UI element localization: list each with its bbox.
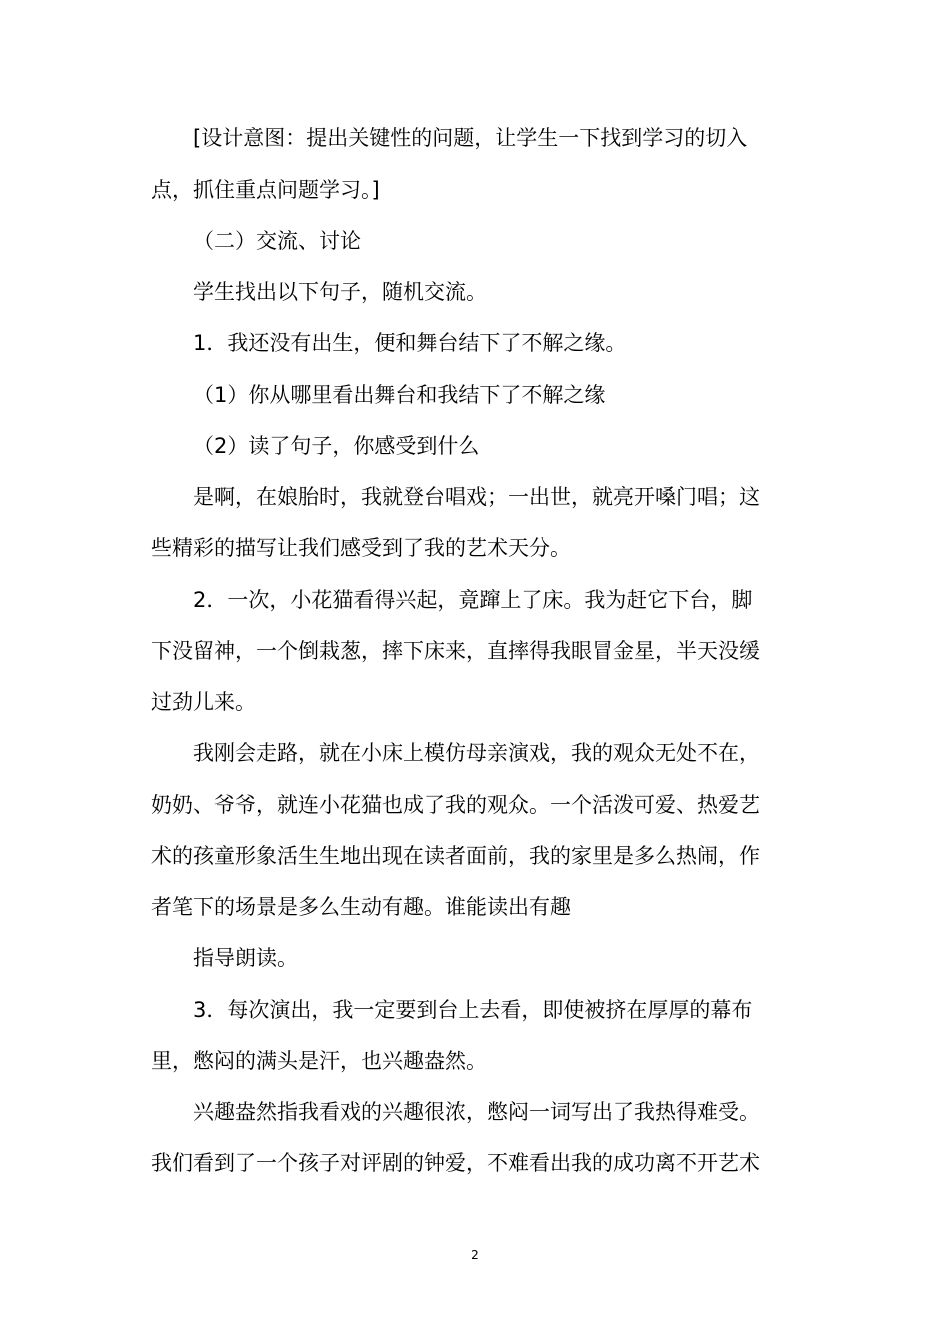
section-heading: （二）交流、讨论 [193, 229, 361, 253]
numbered-sentence-3: 3．每次演出，我一定要到台上去看，即使被挤在厚厚的幕布 [193, 998, 753, 1022]
paragraph-line: 过劲儿来。 [151, 690, 256, 714]
paragraph-line: 下没留神，一个倒栽葱，摔下床来，直摔得我眼冒金星，半天没缓 [151, 639, 760, 663]
paragraph-line: 学生找出以下句子，随机交流。 [193, 280, 487, 304]
numbered-sentence-2: 2．一次，小花猫看得兴起，竟蹿上了床。我为赶它下台，脚 [193, 588, 753, 612]
paragraph-line: 些精彩的描写让我们感受到了我的艺术天分。 [151, 536, 571, 560]
paragraph-line: 指导朗读。 [193, 946, 298, 970]
design-intent-line-2: 点，抓住重点问题学习。] [151, 178, 380, 202]
numbered-sentence-1: 1．我还没有出生，便和舞台结下了不解之缘。 [193, 331, 627, 355]
paragraph-line: 我们看到了一个孩子对评剧的钟爱，不难看出我的成功离不开艺术 [151, 1151, 760, 1175]
paragraph-line: 我刚会走路，就在小床上模仿母亲演戏，我的观众无处不在， [193, 741, 760, 765]
paragraph-line: 者笔下的场景是多么生动有趣。谁能读出有趣 [151, 895, 571, 919]
paragraph-line: 兴趣盎然指我看戏的兴趣很浓，憋闷一词写出了我热得难受。 [193, 1100, 760, 1124]
question-1: （1）你从哪里看出舞台和我结下了不解之缘 [193, 383, 606, 407]
design-intent-line-1: [设计意图：提出关键性的问题，让学生一下找到学习的切入 [193, 126, 748, 150]
paragraph-line: 里，憋闷的满头是汗，也兴趣盎然。 [151, 1049, 487, 1073]
paragraph-line: 是啊，在娘胎时，我就登台唱戏；一出世，就亮开嗓门唱；这 [193, 485, 760, 509]
paragraph-line: 术的孩童形象活生生地出现在读者面前，我的家里是多么热闹，作 [151, 844, 760, 868]
question-2: （2）读了句子，你感受到什么 [193, 434, 480, 458]
paragraph-line: 奶奶、爷爷，就连小花猫也成了我的观众。一个活泼可爱、热爱艺 [151, 793, 760, 817]
page-number: 2 [471, 1248, 479, 1262]
